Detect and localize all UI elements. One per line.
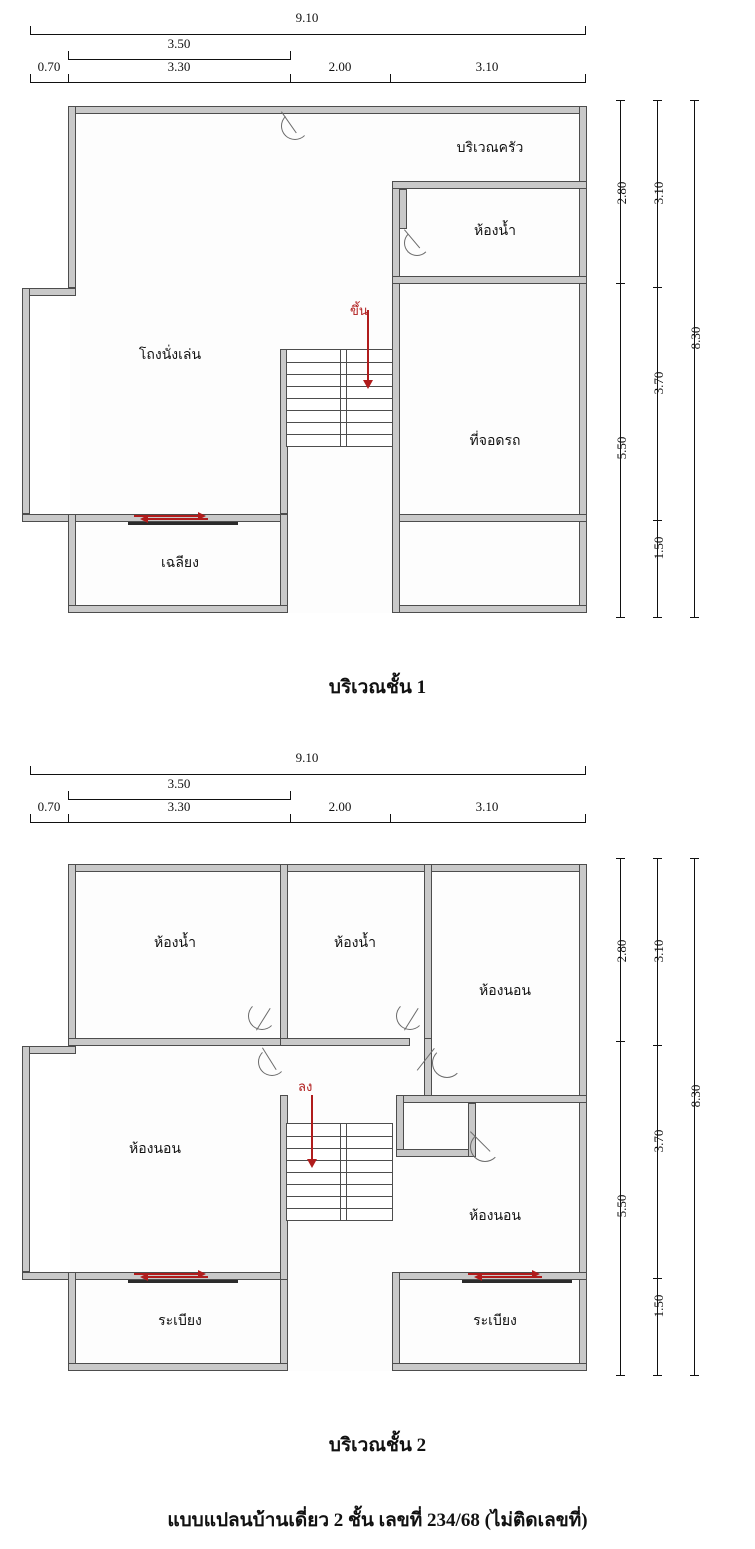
dim-tick	[585, 766, 586, 775]
dim-tick	[616, 1041, 625, 1042]
door-swing-bedroom-left	[258, 1048, 286, 1076]
wall-exterior-left-upper	[68, 106, 76, 288]
dim-line-overall-top	[30, 34, 585, 35]
dim-tick	[690, 1375, 699, 1376]
wall-bath-bottom	[392, 276, 587, 284]
plan-title-floor-2: บริเวณชั้น 2	[328, 1435, 427, 1456]
dim-tick	[30, 814, 31, 823]
room-label-kitchen-area: บริเวณครัว	[456, 141, 524, 156]
dim-tick	[585, 814, 586, 823]
room-label-bathroom: ห้องน้ำ	[474, 224, 516, 239]
dim-070: 0.70	[37, 799, 61, 814]
wall-exterior-left-upper	[68, 864, 76, 1046]
dim-tick	[653, 100, 662, 101]
dim-line-row3	[30, 822, 585, 823]
dim-tick	[690, 100, 699, 101]
dim-tick	[30, 26, 31, 35]
wall-exterior-left-lower	[22, 1046, 30, 1272]
dim-070: 0.70	[37, 59, 61, 74]
dim-tick	[653, 617, 662, 618]
dim-370-right: 3.70	[651, 371, 666, 395]
sliding-door-balcony-left[interactable]	[128, 1271, 238, 1283]
dim-tick	[690, 858, 699, 859]
dim-280: 2.80	[614, 939, 629, 963]
wall-porch-left	[68, 514, 76, 613]
dim-350: 3.50	[167, 776, 191, 791]
dim-330: 3.30	[167, 59, 191, 74]
wall-bath-left-stub	[399, 189, 407, 229]
sliding-door-porch[interactable]	[128, 513, 238, 525]
dim-tick	[653, 287, 662, 288]
dim-tick	[653, 858, 662, 859]
dim-tick	[290, 51, 291, 60]
door-swing-bathroom-left	[248, 1002, 276, 1030]
dim-tick	[653, 1045, 662, 1046]
dim-tick	[690, 617, 699, 618]
wall-bedroom-right-stub	[424, 1038, 432, 1102]
wall-step-left	[22, 288, 76, 296]
dim-310-right: 3.10	[651, 181, 666, 205]
dim-310-right: 3.10	[651, 939, 666, 963]
wall-exterior-right	[579, 864, 587, 1371]
dim-150-right: 1.50	[651, 1294, 666, 1318]
room-label-balcony-right: ระเบียง	[473, 1314, 517, 1329]
dim-tick	[616, 100, 625, 101]
dim-tick	[290, 74, 291, 83]
wall-kitchen-bottom	[392, 181, 587, 189]
door-swing-bathroom	[404, 230, 430, 256]
wall-bath-mid-bottom	[280, 1038, 410, 1046]
room-label-bathroom-left: ห้องน้ำ	[154, 936, 196, 951]
dim-tick	[68, 814, 69, 823]
wall-vertical-mid-left	[280, 864, 288, 1046]
room-label-balcony-left: ระเบียง	[158, 1314, 202, 1329]
door-swing-bedroom-bottom-right	[470, 1132, 500, 1162]
wall-carport-sill	[392, 514, 587, 522]
door-swing-bedroom-top-right	[432, 1048, 462, 1078]
room-label-bedroom-left: ห้องนอน	[128, 1142, 182, 1157]
dim-tick	[30, 766, 31, 775]
wall-carport-bottom	[392, 605, 587, 613]
dim-370-right: 3.70	[651, 1129, 666, 1153]
dim-310: 3.10	[475, 59, 499, 74]
dim-tick	[390, 74, 391, 83]
dim-line-overall-top	[30, 774, 585, 775]
dim-330: 3.30	[167, 799, 191, 814]
plan-title-floor-1: บริเวณชั้น 1	[328, 677, 427, 698]
wall-hall-bottom	[396, 1149, 476, 1157]
room-label-living-hall: โถงนั่งเล่น	[138, 348, 202, 363]
wall-bedroom-top-right-bottom	[402, 1095, 587, 1103]
dim-overall-width: 9.10	[295, 10, 319, 25]
wall-exterior-top	[68, 864, 587, 872]
wall-balcony-right-side	[392, 1272, 400, 1371]
dim-tick	[68, 74, 69, 83]
dim-280: 2.80	[614, 181, 629, 205]
dim-550: 5.50	[614, 436, 629, 460]
dim-tick	[290, 791, 291, 800]
wall-carport-left	[392, 181, 400, 613]
wall-vertical-mid-right	[424, 864, 432, 1046]
wall-exterior-top	[68, 106, 587, 114]
wall-bath-left-bottom	[68, 1038, 288, 1046]
wall-step-left	[22, 1046, 76, 1054]
wall-balcony-left-right-side	[280, 1272, 288, 1371]
dim-overall-depth: 8.30	[688, 326, 703, 350]
dim-tick	[616, 858, 625, 859]
wall-balcony-left-bottom	[68, 1363, 288, 1371]
figure-caption: แบบแปลนบ้านเดี่ยว 2 ชั้น เลขที่ 234/68 (ไม่ติดเลขที่)	[167, 1510, 588, 1531]
dim-tick	[616, 617, 625, 618]
staircase	[286, 349, 393, 447]
wall-balcony-left-side	[68, 1272, 76, 1371]
room-label-bathroom-mid: ห้องน้ำ	[334, 936, 376, 951]
dim-tick	[585, 26, 586, 35]
wall-balcony-right-bottom	[392, 1363, 587, 1371]
room-label-bedroom-bottom-right: ห้องนอน	[468, 1209, 522, 1224]
dim-200: 2.00	[328, 59, 352, 74]
dim-tick	[653, 1375, 662, 1376]
door-swing-entry	[281, 112, 309, 140]
staircase	[286, 1123, 393, 1221]
dim-tick	[616, 283, 625, 284]
wall-exterior-left-lower	[22, 288, 30, 514]
dim-310: 3.10	[475, 799, 499, 814]
wall-stair-right-upper	[396, 1095, 404, 1157]
dim-350: 3.50	[167, 36, 191, 51]
door-swing-bathroom-mid	[396, 1002, 424, 1030]
wall-porch-right	[280, 514, 288, 613]
wall-porch-bottom	[68, 605, 288, 613]
room-label-bedroom-top-right: ห้องนอน	[478, 984, 532, 999]
stair-note-up: ขึ้น	[350, 303, 368, 318]
dim-tick	[616, 1375, 625, 1376]
dim-tick	[30, 74, 31, 83]
floor-plan-2	[0, 740, 755, 1500]
dim-550: 5.50	[614, 1194, 629, 1218]
floor-plan-1	[0, 0, 755, 720]
room-label-carport: ที่จอดรถ	[469, 434, 521, 449]
dim-overall-width: 9.10	[295, 750, 319, 765]
dim-tick	[290, 814, 291, 823]
dim-line-row3	[30, 82, 585, 83]
stair-note-down: ลง	[298, 1079, 313, 1094]
dim-150-right: 1.50	[651, 536, 666, 560]
dim-tick	[390, 814, 391, 823]
dim-200: 2.00	[328, 799, 352, 814]
dim-tick	[585, 74, 586, 83]
room-label-porch: เฉลียง	[161, 556, 199, 571]
dim-overall-depth: 8.30	[688, 1084, 703, 1108]
sliding-door-balcony-right[interactable]	[462, 1271, 572, 1283]
